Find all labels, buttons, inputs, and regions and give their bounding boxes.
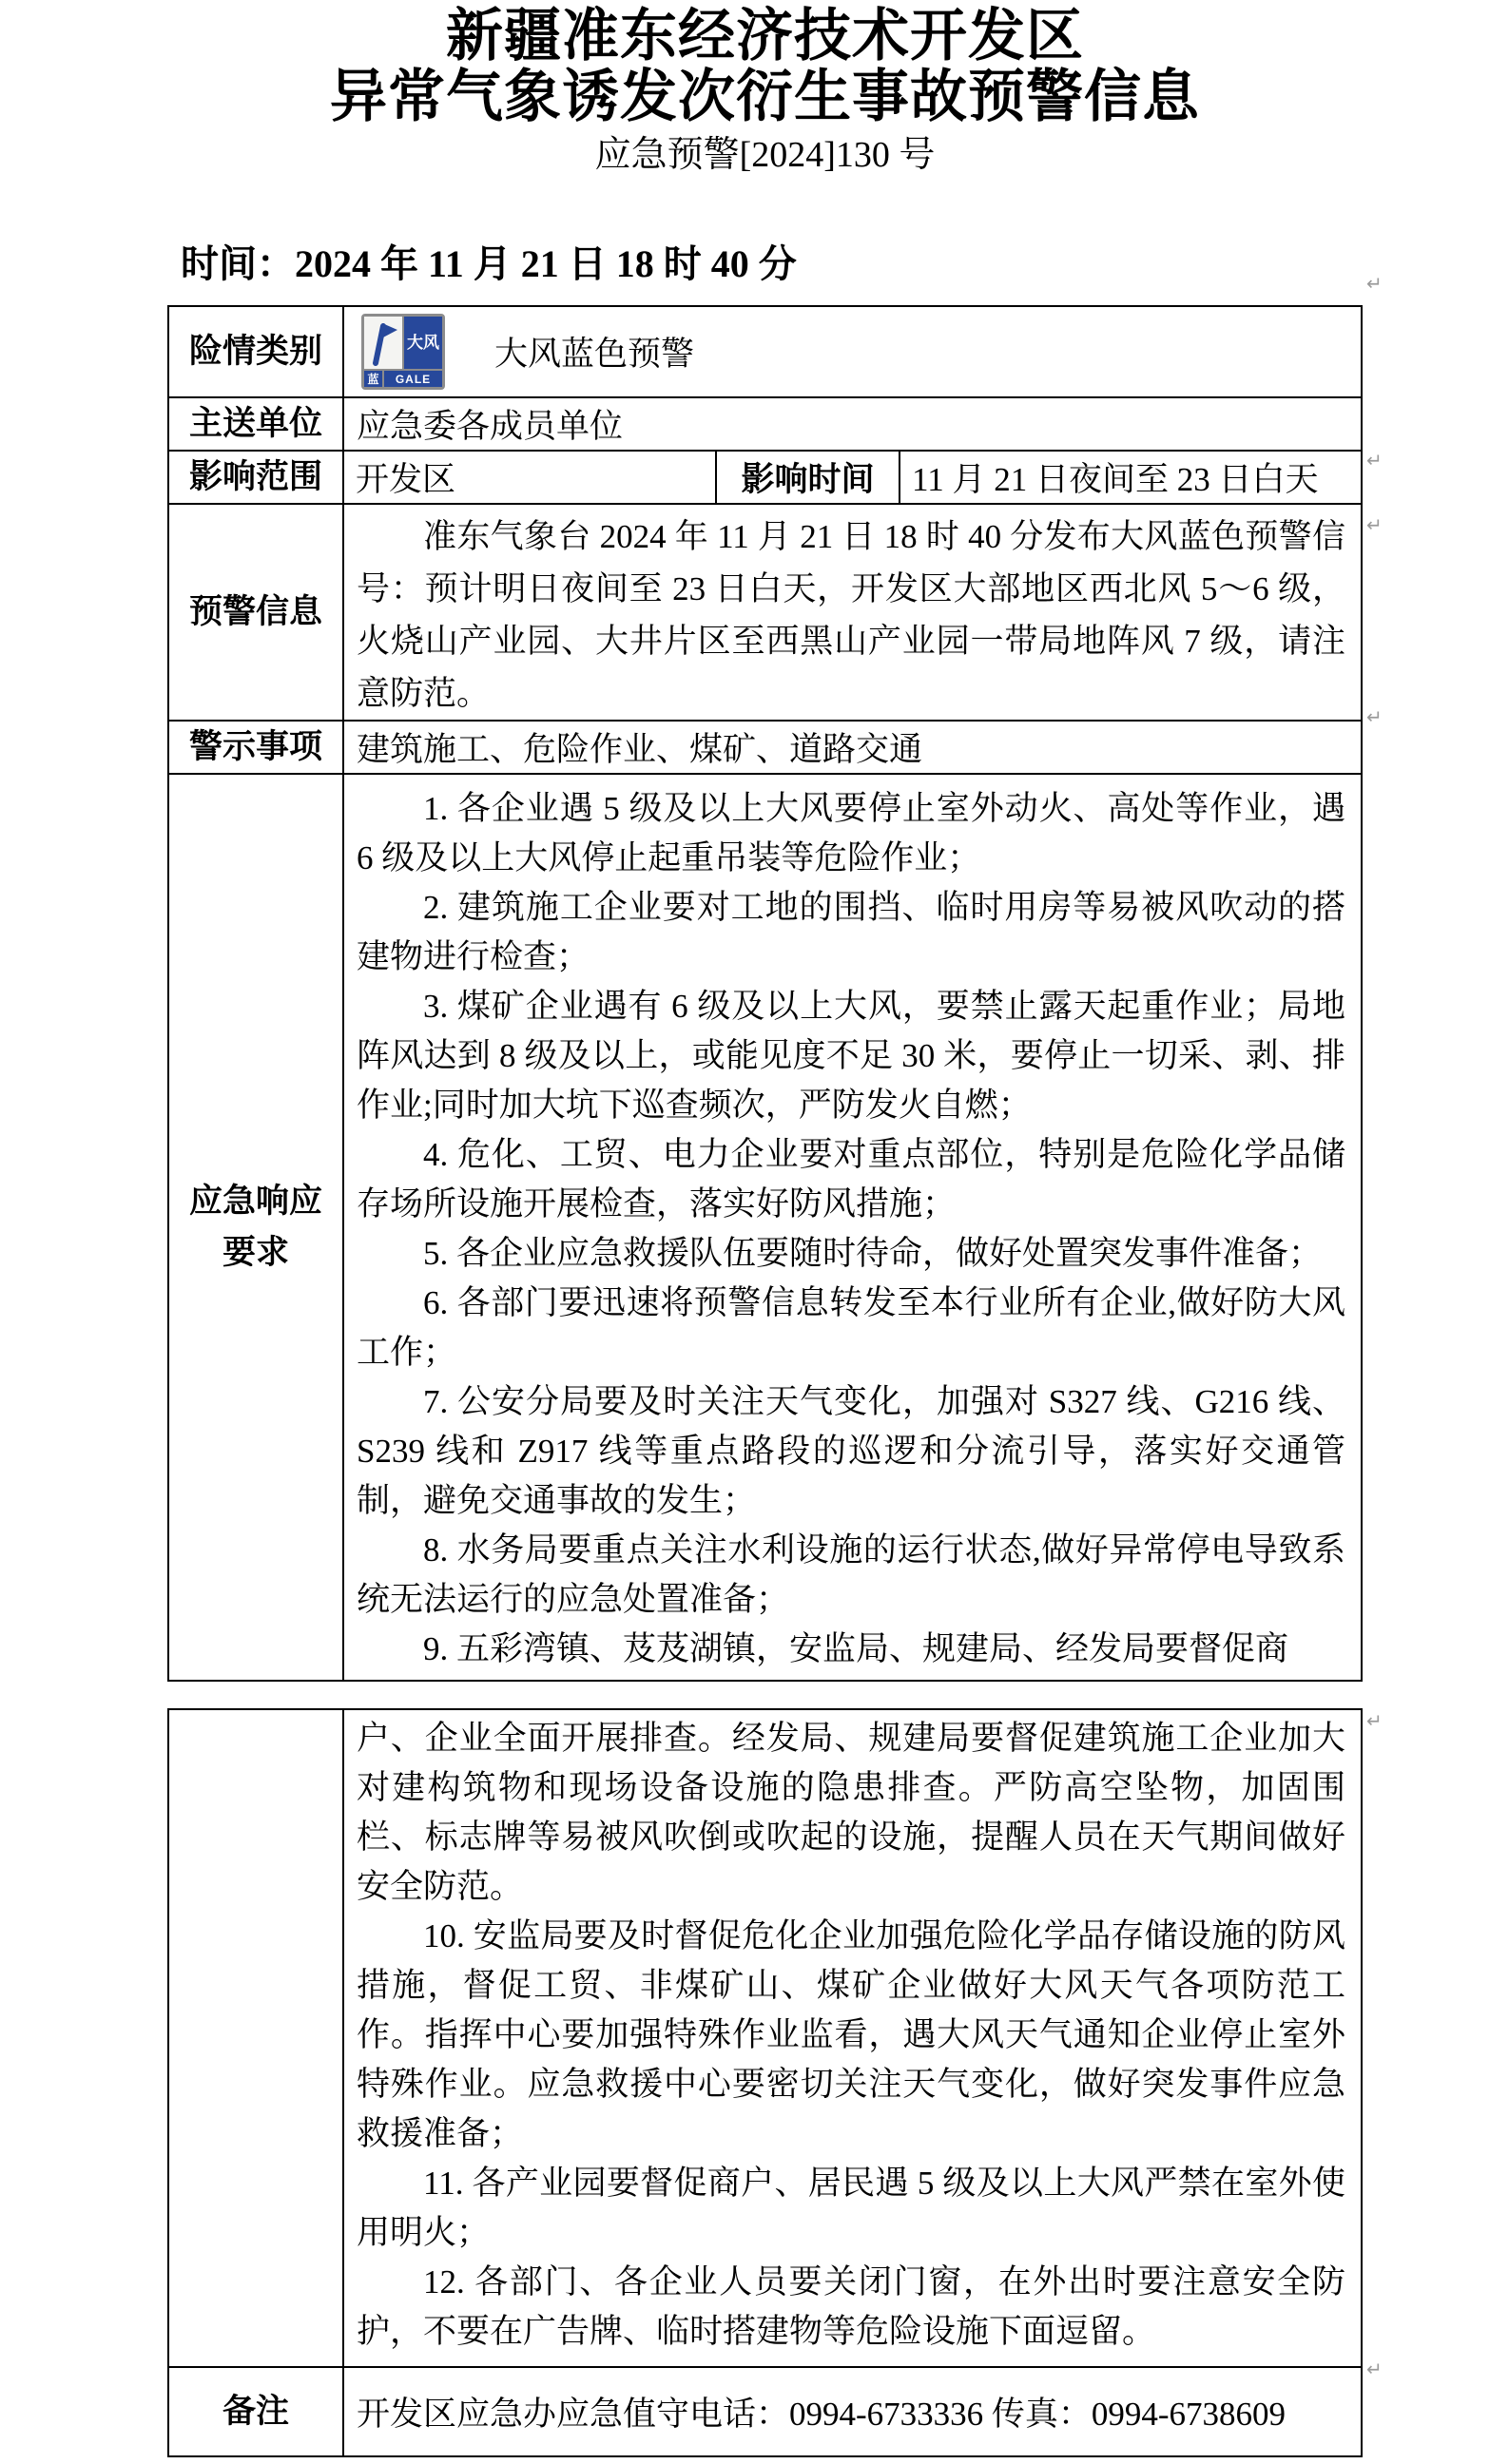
row-scope	[169, 450, 1361, 503]
paragraph: 2. 建筑施工企业要对工地的围挡、临时用房等易被风吹动的搭建物进行检查；	[357, 889, 1345, 975]
response-label: 应急响应要求	[169, 775, 344, 1680]
paragraph: 5. 各企业应急救援队伍要随时待命，做好处置突发事件准备；	[423, 1235, 1323, 1272]
badge-level-cn: 蓝	[364, 371, 382, 387]
scope-label: 影响范围	[169, 452, 344, 503]
table-gap	[167, 1682, 1363, 1708]
return-mark-icon: ↵	[1366, 272, 1383, 295]
badge-bottom-row	[364, 371, 442, 387]
return-mark-icon: ↵	[1366, 513, 1383, 536]
response-paragraphs	[344, 775, 1361, 1680]
page-title-line1: 新疆准东经济技术开发区	[446, 5, 1084, 67]
paragraph: 6. 各部门要迅速将预警信息转发至本行业所有企业,做好防大风工作；	[357, 1284, 1345, 1371]
warning-info-text	[344, 505, 1361, 720]
paragraph: 3. 煤矿企业遇有 6 级及以上大风，要禁止露天起重作业；局地阵风达到 8 级及以上，或能见度不足 30 米，要停止一切采、剥、排作业;同时加大坑下巡查频次，严防发火自燃；	[357, 988, 1345, 1124]
paragraph: 户、企业全面开展排查。经发局、规建局要督促建筑施工企业加大对建构筑物和现场设备设施的隐患排查。严防高空坠物，加固围栏、标志牌等易被风吹倒或吹起的设施，提醒人员在天气期间做好安全防范。	[357, 1720, 1345, 1905]
risk-type-value-cell	[344, 307, 1361, 396]
row-alert-matters	[169, 720, 1361, 773]
row-recipients	[169, 396, 1361, 450]
row-remark	[169, 2366, 1361, 2455]
page-title-line2: 异常气象诱发次衍生事故预警信息	[330, 66, 1200, 128]
remark-value: 开发区应急办应急值守电话：0994-6733336 传真：0994-6738609	[357, 2396, 1287, 2433]
paragraph: 11. 各产业园要督促商户、居民遇 5 级及以上大风严禁在室外使用明火；	[357, 2165, 1345, 2251]
badge-type-cn: 大风	[404, 317, 442, 369]
row-response-requirements	[169, 773, 1361, 1680]
gale-blue-warning-badge	[361, 314, 445, 390]
warning-info-label: 预警信息	[169, 505, 344, 720]
return-mark-icon: ↵	[1366, 2358, 1383, 2380]
row-warning-info	[169, 503, 1361, 720]
paragraph: 10. 安监局要及时督促危化企业加强危险化学品存储设施的防风措施，督促工贸、非煤矿山、煤矿企业做好大风天气各项防范工作。指挥中心要加强特殊作业监看，遇大风天气通知企业停止室外特殊作业。应急救援中心要密切关注天气变化，做好突发事件应急救援准备；	[357, 1917, 1345, 2152]
recipients-value: 应急委各成员单位	[357, 408, 624, 445]
risk-type-value: 大风蓝色预警	[494, 336, 695, 373]
paragraph: 1. 各企业遇 5 级及以上大风要停止室外动火、高处等作业，遇 6 级及以上大风停止起重吊装等危险作业；	[357, 790, 1345, 876]
recipients-label: 主送单位	[169, 398, 344, 450]
return-mark-icon: ↵	[1366, 1709, 1383, 1732]
warning-table-main	[167, 305, 1363, 1682]
paragraph: 12. 各部门、各企业人员要关闭门窗，在外出时要注意安全防护，不要在广告牌、临时搭建物等危险设施下面逗留。	[357, 2263, 1345, 2350]
badge-type-en: GALE	[384, 371, 442, 387]
alert-matters-value: 建筑施工、危险作业、煤矿、道路交通	[357, 731, 923, 768]
continuation-paragraphs	[344, 1710, 1361, 2366]
impact-time-value: 11 月 21 日夜间至 23 日白天	[912, 461, 1319, 498]
alert-matters-label: 警示事项	[169, 722, 344, 773]
paragraph: 7. 公安分局要及时关注天气变化，加强对 S327 线、G216 线、S239 线和 Z917 线等重点路段的巡逻和分流引导，落实好交通管制，避免交通事故的发生；	[357, 1383, 1345, 1519]
row-response-continuation	[169, 1710, 1361, 2366]
return-mark-icon: ↵	[1366, 705, 1383, 728]
return-mark-icon: ↵	[1366, 449, 1383, 472]
paragraph: 8. 水务局要重点关注水利设施的运行状态,做好异常停电导致系统无法运行的应急处置准备；	[357, 1531, 1345, 1618]
row-risk-type	[169, 307, 1361, 396]
risk-type-label: 险情类别	[169, 307, 344, 396]
remark-label: 备注	[169, 2368, 344, 2455]
impact-time-label: 影响时间	[717, 452, 900, 503]
wind-flag-icon	[364, 317, 402, 369]
paragraph: 9. 五彩湾镇、芨芨湖镇，安监局、规建局、经发局要督促商	[423, 1630, 1289, 1667]
issue-time: 时间：2024 年 11 月 21 日 18 时 40 分	[181, 242, 797, 285]
document-content	[167, 0, 1363, 2457]
badge-top-row	[364, 317, 442, 369]
scope-value: 开发区	[344, 452, 717, 503]
paragraph: 准东气象台 2024 年 11 月 21 日 18 时 40 分发布大风蓝色预警信号：预计明日夜间至 23 日白天，开发区大部地区西北风 5～6 级，火烧山产业园、大井片区至西黑山产业园一带局地阵风 7 级，请注意防范。	[357, 518, 1345, 712]
continuation-empty-label	[169, 1710, 344, 2366]
doc-number: 应急预警[2024]130 号	[594, 135, 936, 175]
paragraph: 4. 危化、工贸、电力企业要对重点部位，特别是危险化学品储存场所设施开展检查，落实好防风措施；	[357, 1136, 1345, 1222]
warning-table-continuation	[167, 1708, 1363, 2457]
